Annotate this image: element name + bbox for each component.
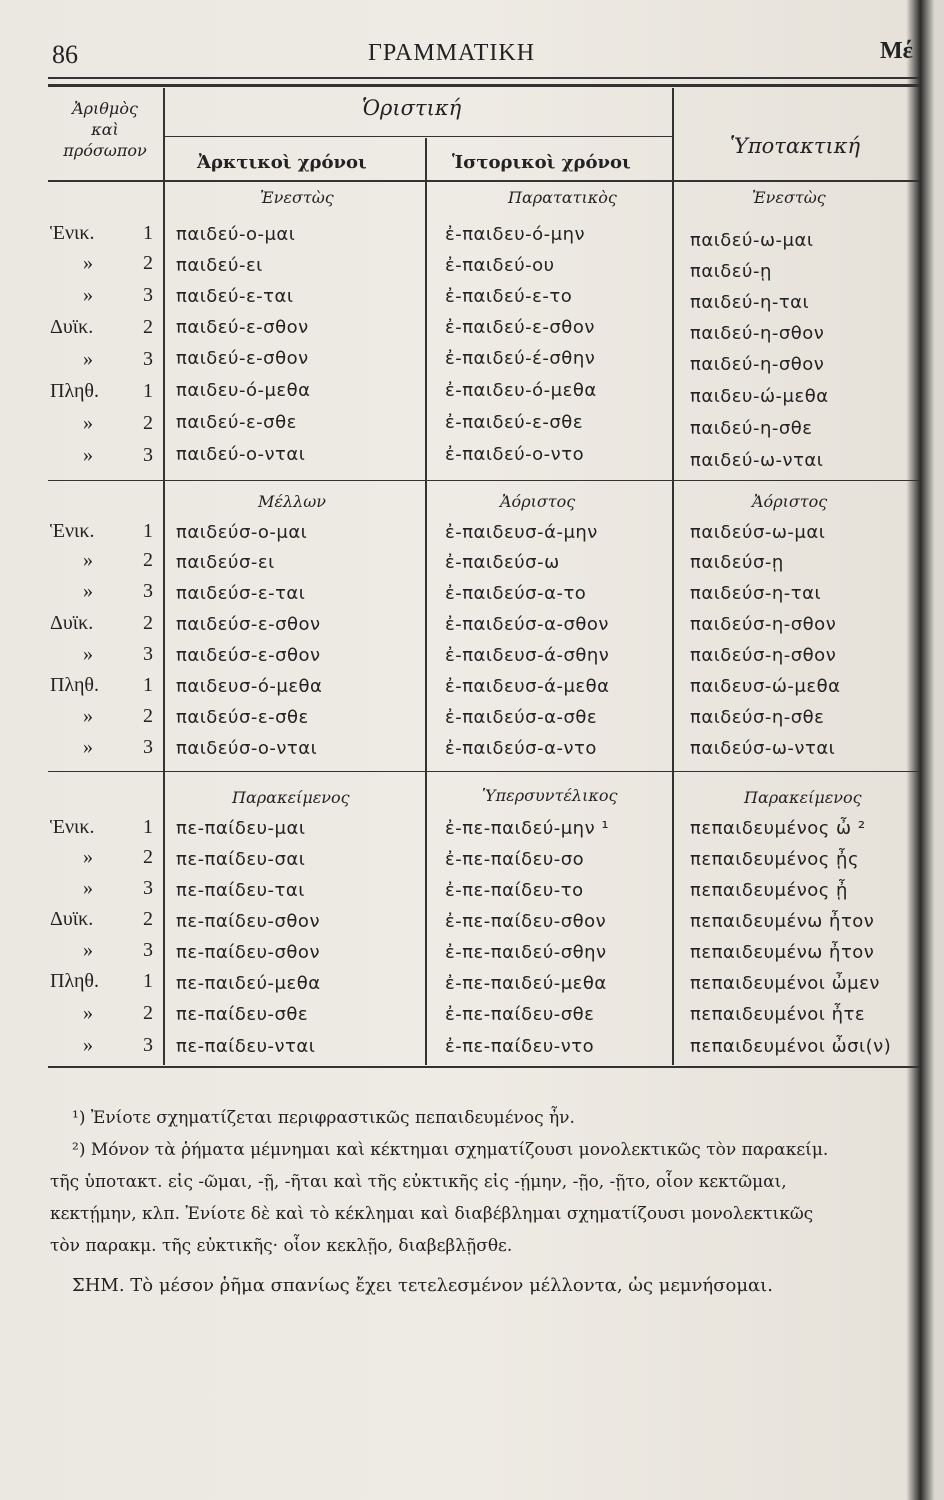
verb-form: ἐ-παιδεύ-ε-το (445, 286, 573, 307)
verb-form: πεπαιδευμένος ᾖς (690, 849, 860, 870)
person-number: 2 (143, 908, 153, 930)
block-rule-1 (48, 480, 920, 481)
verb-form: ἐ-πε-παίδευ-σθον (445, 911, 607, 932)
verb-form: πε-παίδευ-σθον (176, 942, 320, 963)
person-number: 3 (143, 736, 153, 758)
verb-form: παιδεύ-ε-ται (176, 286, 294, 307)
ditto-mark: » (83, 1002, 93, 1024)
ditto-mark: » (83, 284, 93, 306)
person-number: 2 (143, 612, 153, 634)
person-number: 1 (143, 380, 153, 402)
header-mid-rule (165, 136, 673, 137)
verb-form: πε-παιδεύ-μεθα (176, 973, 321, 994)
page-number: 86 (52, 40, 78, 69)
tense-title: Παρατατικὸς (508, 188, 617, 207)
remark: ΣΗΜ. Τὸ μέσον ῥῆμα σπανίως ἔχει τετελεσμένον μέλλοντα, ὡς μεμνήσομαι. (72, 1275, 773, 1296)
verb-form: ἐ-παιδεύσ-α-ντο (445, 738, 597, 759)
subjunctive-header: Ὑποτακτική (730, 134, 861, 158)
person-number: 3 (143, 643, 153, 665)
verb-form: πεπαιδευμένος ὦ ² (690, 818, 866, 839)
person-number: 3 (143, 348, 153, 370)
top-rule-2 (48, 84, 920, 87)
person-number: 1 (143, 520, 153, 542)
verb-form: παιδεύ-ε-σθον (176, 348, 309, 369)
verb-form: ἐ-παιδευσ-ά-μεθα (445, 676, 610, 697)
verb-form: παιδευ-ό-μεθα (176, 380, 311, 401)
ditto-mark: » (83, 736, 93, 758)
person-col-line1: Ἀριθμὸς (72, 99, 138, 118)
verb-form: ἐ-παιδεύσ-ω (445, 552, 560, 573)
primary-tenses-header: Ἀρκτικοὶ χρόνοι (197, 152, 367, 173)
verb-form: πε-παίδευ-ται (176, 880, 305, 901)
person-number: 1 (143, 222, 153, 244)
corner-text: Μέ (880, 38, 913, 64)
ditto-mark: » (83, 348, 93, 370)
person-number: 2 (143, 412, 153, 434)
person-number: 1 (143, 970, 153, 992)
verb-form: παιδεύσ-ο-νται (176, 738, 318, 759)
person-number: 2 (143, 549, 153, 571)
person-number: 1 (143, 674, 153, 696)
ditto-mark: » (83, 705, 93, 727)
verb-form: ἐ-παιδεύ-ο-ντο (445, 444, 585, 465)
person-number: 3 (143, 939, 153, 961)
number-label: Ἑνικ. (50, 520, 95, 542)
number-label: Δυϊκ. (50, 612, 94, 634)
verb-form: παιδεύ-ο-νται (176, 444, 306, 465)
verb-form: πεπαιδευμένω ἦτον (690, 911, 875, 932)
person-number: 3 (143, 877, 153, 899)
tense-title: Ἐνεστὼς (752, 188, 826, 207)
number-label: Ἑνικ. (50, 222, 95, 244)
verb-form: παιδευσ-ό-μεθα (176, 676, 323, 697)
verb-form: ἐ-παιδεύσ-α-σθον (445, 614, 609, 635)
person-number: 3 (143, 444, 153, 466)
verb-form: ἐ-παιδεύ-έ-σθην (445, 348, 596, 369)
verb-form: πε-παίδευ-μαι (176, 818, 306, 839)
verb-form: παιδεύσ-ε-ται (176, 583, 306, 604)
verb-form: ἐ-πε-παιδεύ-μεθα (445, 973, 607, 994)
ditto-mark: » (83, 549, 93, 571)
verb-form: παιδεύσ-ε-σθον (176, 614, 321, 635)
verb-form: ἐ-πε-παιδεύ-σθην (445, 942, 607, 963)
person-col-header (50, 98, 160, 161)
footnote-2-line1: ²) Μόνον τὰ ῥήματα μέμνημαι καὶ κέκτημαι σχηματίζουσι μονολεκτικῶς τὸν παρακείμ. (72, 1140, 829, 1160)
verb-form: παιδεύσ-ο-μαι (176, 522, 308, 543)
person-number: 3 (143, 1034, 153, 1056)
verb-form: παιδεύσ-η-σθον (690, 614, 837, 635)
verb-form: πεπαιδευμένοι ἦτε (690, 1004, 866, 1025)
ditto-mark: » (83, 939, 93, 961)
verb-form: ἐ-πε-παίδευ-σθε (445, 1004, 595, 1025)
col-divider-2 (425, 138, 427, 1065)
verb-form: παιδευσ-ώ-μεθα (690, 676, 841, 697)
verb-form: παιδεύ-ε-σθε (176, 412, 297, 433)
block-rule-2 (48, 771, 920, 772)
col-divider-1 (163, 88, 165, 1065)
tense-title: Ἀόριστος (752, 492, 828, 511)
verb-form: παιδεύσ-ει (176, 552, 275, 573)
number-label: Δυϊκ. (50, 316, 94, 338)
ditto-mark: » (83, 580, 93, 602)
verb-form: παιδεύσ-ε-σθε (176, 707, 309, 728)
verb-form: παιδεύ-ει (176, 255, 263, 276)
footnote-2-line4: τὸν παρακμ. τῆς εὐκτικῆς· οἷον κεκλῇο, διαβεβλῇσθε. (50, 1236, 513, 1256)
verb-form: πεπαιδευμένοι ὦμεν (690, 973, 880, 994)
verb-form: ἐ-παιδεύσ-α-σθε (445, 707, 598, 728)
person-number: 2 (143, 252, 153, 274)
verb-form: παιδεύ-η-ται (690, 292, 810, 313)
verb-form: παιδεύσ-η-ται (690, 583, 822, 604)
historic-tenses-header: Ἱστορικοὶ χρόνοι (452, 152, 631, 173)
running-head: ΓΡΑΜΜΑΤΙΚΗ (368, 40, 536, 66)
number-label: Πληθ. (50, 674, 100, 696)
verb-form: ἐ-παιδευ-ό-μεθα (445, 380, 597, 401)
verb-form: πεπαιδευμένω ἦτον (690, 942, 875, 963)
footnote-2-line3: κεκτῄμην, κλπ. Ἐνίοτε δὲ καὶ τὸ κέκλημαι καὶ διαβέβλημαι σχηματίζουσι μονολεκτικῶς (50, 1204, 814, 1224)
tense-title: Παρακείμενος (744, 788, 862, 807)
footnote-1: ¹) Ἐνίοτε σχηματίζεται περιφραστικῶς πεπαιδευμένος ἦν. (72, 1108, 575, 1128)
verb-form: πε-παίδευ-σθον (176, 911, 320, 932)
verb-form: πε-παίδευ-σαι (176, 849, 306, 870)
verb-form: παιδεύσ-ω-νται (690, 738, 836, 759)
number-label: Πληθ. (50, 380, 100, 402)
verb-form: παιδεύσ-ω-μαι (690, 522, 826, 543)
verb-form: παιδεύσ-ῃ (690, 552, 784, 573)
person-number: 2 (143, 1002, 153, 1024)
verb-form: παιδεύ-η-σθε (690, 418, 813, 439)
person-number: 2 (143, 846, 153, 868)
top-rule (48, 77, 920, 79)
verb-form: ἐ-παιδευσ-ά-μην (445, 522, 598, 543)
verb-form: ἐ-πε-παίδευ-ντο (445, 1036, 595, 1057)
ditto-mark: » (83, 643, 93, 665)
verb-form: παιδεύ-ο-μαι (176, 224, 296, 245)
ditto-mark: » (83, 846, 93, 868)
ditto-mark: » (83, 1034, 93, 1056)
person-col-line2: καὶ (91, 120, 119, 139)
verb-form: παιδεύ-η-σθον (690, 323, 825, 344)
verb-form: ἐ-παιδεύ-ε-σθον (445, 317, 595, 338)
ditto-mark: » (83, 252, 93, 274)
person-number: 1 (143, 816, 153, 838)
person-number: 3 (143, 284, 153, 306)
verb-form: παιδεύσ-ε-σθον (176, 645, 321, 666)
verb-form: ἐ-παιδευ-ό-μην (445, 224, 586, 245)
verb-form: πεπαιδευμένος ᾖ (690, 880, 848, 901)
verb-form: παιδεύσ-η-σθον (690, 645, 837, 666)
verb-form: ἐ-παιδευσ-ά-σθην (445, 645, 610, 666)
verb-form: ἐ-παιδεύ-ε-σθε (445, 412, 584, 433)
verb-form: παιδεύ-ω-νται (690, 450, 824, 471)
verb-form: παιδεύσ-η-σθε (690, 707, 825, 728)
verb-form: παιδεύ-ε-σθον (176, 317, 309, 338)
person-number: 3 (143, 580, 153, 602)
verb-form: παιδεύ-ῃ (690, 261, 772, 282)
verb-form: παιδεύ-ω-μαι (690, 230, 814, 251)
number-label: Πληθ. (50, 970, 100, 992)
person-number: 2 (143, 705, 153, 727)
ditto-mark: » (83, 444, 93, 466)
indicative-header: Ὁριστική (362, 96, 462, 120)
verb-form: ἐ-παιδεύσ-α-το (445, 583, 587, 604)
verb-form: πε-παίδευ-νται (176, 1036, 316, 1057)
verb-form: πεπαιδευμένοι ὦσι(ν) (690, 1036, 892, 1057)
footnote-2-line2: τῆς ὑποτακτ. εἰς -ῶμαι, -ῇ, -ῆται καὶ τῆς εὐκτικῆς εἰς -ῄμην, -ῇο, -ῇτο, οἷον κεκτῶμαι, (50, 1172, 787, 1192)
verb-form: πε-παίδευ-σθε (176, 1004, 309, 1025)
verb-form: ἐ-πε-παίδευ-σο (445, 849, 585, 870)
number-label: Δυϊκ. (50, 908, 94, 930)
verb-form: ἐ-πε-παιδεύ-μην ¹ (445, 818, 610, 839)
verb-form: παιδεύ-η-σθον (690, 354, 825, 375)
person-col-line3: πρόσωπον (63, 141, 147, 160)
header-bottom-rule (48, 180, 920, 182)
ditto-mark: » (83, 412, 93, 434)
person-number: 2 (143, 316, 153, 338)
tense-title: Ἀόριστος (500, 492, 576, 511)
tense-title: Μέλλων (258, 492, 327, 511)
bottom-rule (48, 1066, 920, 1068)
verb-form: ἐ-πε-παίδευ-το (445, 880, 584, 901)
tense-title: Παρακείμενος (232, 788, 350, 807)
number-label: Ἑνικ. (50, 816, 95, 838)
tense-title: Ὑπερσυντέλικος (482, 786, 618, 805)
ditto-mark: » (83, 877, 93, 899)
col-divider-3 (672, 88, 674, 1065)
verb-form: ἐ-παιδεύ-ου (445, 255, 555, 276)
tense-title: Ἐνεστὼς (260, 188, 334, 207)
verb-form: παιδευ-ώ-μεθα (690, 386, 829, 407)
